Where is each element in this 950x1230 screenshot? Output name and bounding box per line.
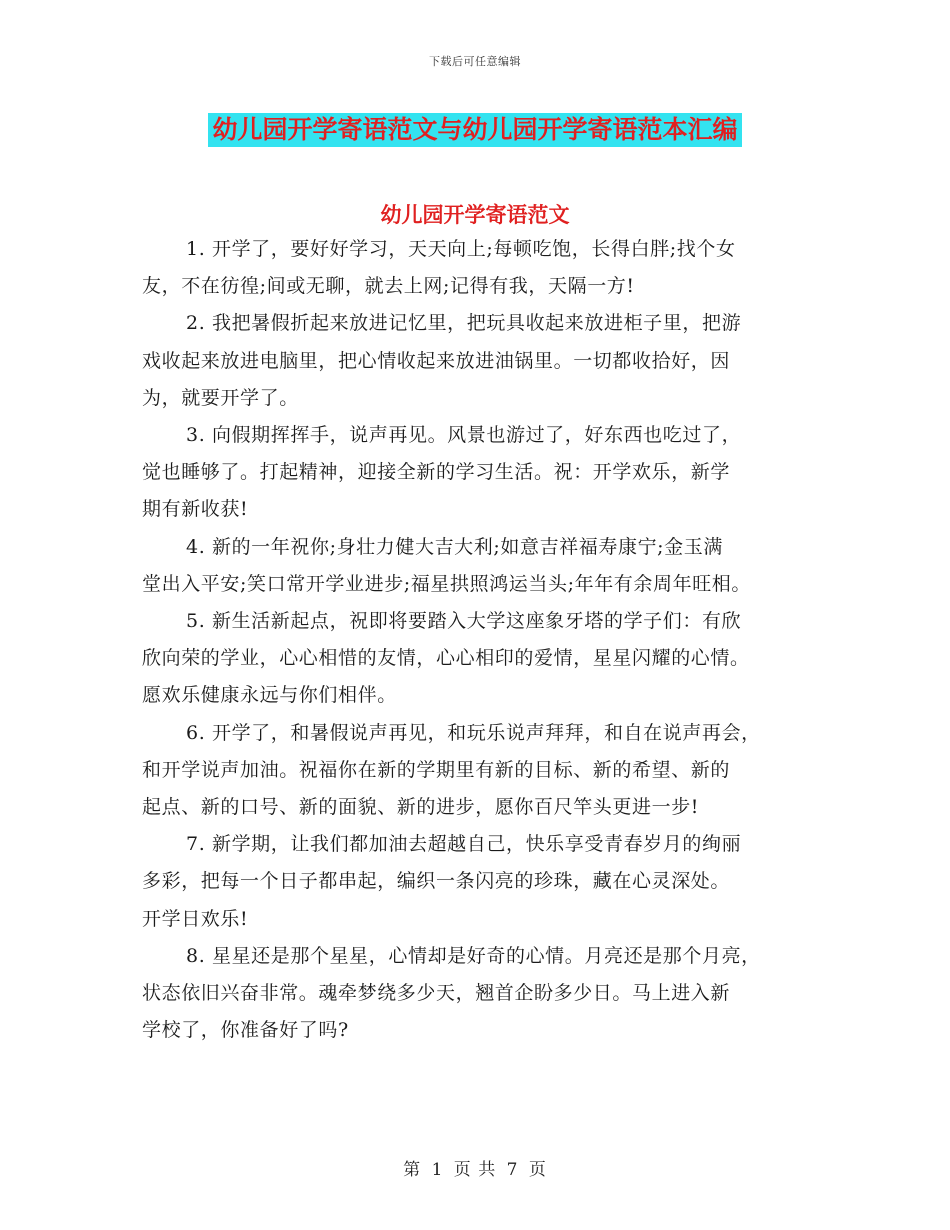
paragraph-line: 起点、新的口号、新的面貌、新的进步，愿你百尺竿头更进一步! — [142, 796, 700, 819]
document-title: 幼儿园开学寄语范文与幼儿园开学寄语范本汇编 — [208, 113, 741, 147]
paragraph-line: 学校了，你准备好了吗? — [142, 1019, 349, 1042]
paragraph-line: 戏收起来放进电脑里，把心情收起来放进油锅里。一切都收拾好，因 — [142, 349, 731, 372]
paragraph-line: 期有新收获! — [142, 498, 249, 521]
body-text — [142, 231, 822, 1049]
header-note: 下载后可任意编辑 — [429, 55, 521, 68]
paragraph-line: 8. 星星还是那个星星，心情却是好奇的心情。月亮还是那个月亮， — [186, 944, 761, 967]
paragraph — [142, 826, 822, 938]
paragraph-line: 友，不在彷徨;间或无聊，就去上网;记得有我，天隔一方! — [142, 275, 635, 298]
footer-prefix: 第 — [403, 1160, 422, 1180]
paragraph-line: 4. 新的一年祝你;身壮力健大吉大利;如意吉祥福寿康宁;金玉满 — [186, 535, 723, 558]
paragraph — [142, 603, 822, 715]
paragraph — [142, 529, 822, 603]
paragraph-line: 2. 我把暑假折起来放进记忆里，把玩具收起来放进柜子里，把游 — [186, 312, 742, 335]
paragraph-line: 7. 新学期，让我们都加油去超越自己，快乐享受青春岁月的绚丽 — [186, 833, 742, 856]
paragraph-line: 3. 向假期挥挥手，说声再见。风景也游过了，好东西也吃过了， — [186, 424, 742, 447]
footer-middle: 页 共 — [453, 1160, 497, 1180]
paragraph-line: 愿欢乐健康永远与你们相伴。 — [142, 684, 397, 707]
paragraph — [142, 305, 822, 417]
paragraph-line: 6. 开学了，和暑假说声再见，和玩乐说声拜拜，和自在说声再会， — [186, 721, 761, 744]
paragraph-line: 觉也睡够了。打起精神，迎接全新的学习生活。祝：开学欢乐，新学 — [142, 461, 731, 484]
paragraph-line: 欣向荣的学业，心心相惜的友情，心心相印的爱情，星星闪耀的心情。 — [142, 647, 750, 670]
paragraph-line: 和开学说声加油。祝福你在新的学期里有新的目标、新的希望、新的 — [142, 758, 731, 781]
current-page-number: 1 — [431, 1160, 444, 1180]
paragraph-line: 为，就要开学了。 — [142, 386, 299, 409]
paragraph-line: 开学日欢乐! — [142, 907, 249, 930]
paragraph-line: 多彩，把每一个日子都串起，编织一条闪亮的珍珠，藏在心灵深处。 — [142, 870, 731, 893]
total-page-count: 7 — [506, 1160, 519, 1180]
section-title: 幼儿园开学寄语范文 — [380, 202, 570, 227]
paragraph — [142, 715, 822, 827]
paragraph — [142, 938, 822, 1050]
footer-suffix: 页 — [528, 1160, 547, 1180]
paragraph-line: 堂出入平安;笑口常开学业进步;福星拱照鸿运当头;年年有余周年旺相。 — [142, 572, 752, 595]
page-footer — [0, 1155, 950, 1180]
document-title-wrapper — [0, 113, 950, 147]
paragraph-line: 1. 开学了，要好好学习，天天向上;每顿吃饱，长得白胖;找个女 — [186, 238, 736, 260]
paragraph-line: 5. 新生活新起点，祝即将要踏入大学这座象牙塔的学子们：有欣 — [186, 610, 742, 633]
paragraph — [142, 417, 822, 529]
paragraph-line: 状态依旧兴奋非常。魂牵梦绕多少天，翘首企盼多少日。马上进入新 — [142, 982, 731, 1005]
paragraph — [142, 231, 822, 305]
